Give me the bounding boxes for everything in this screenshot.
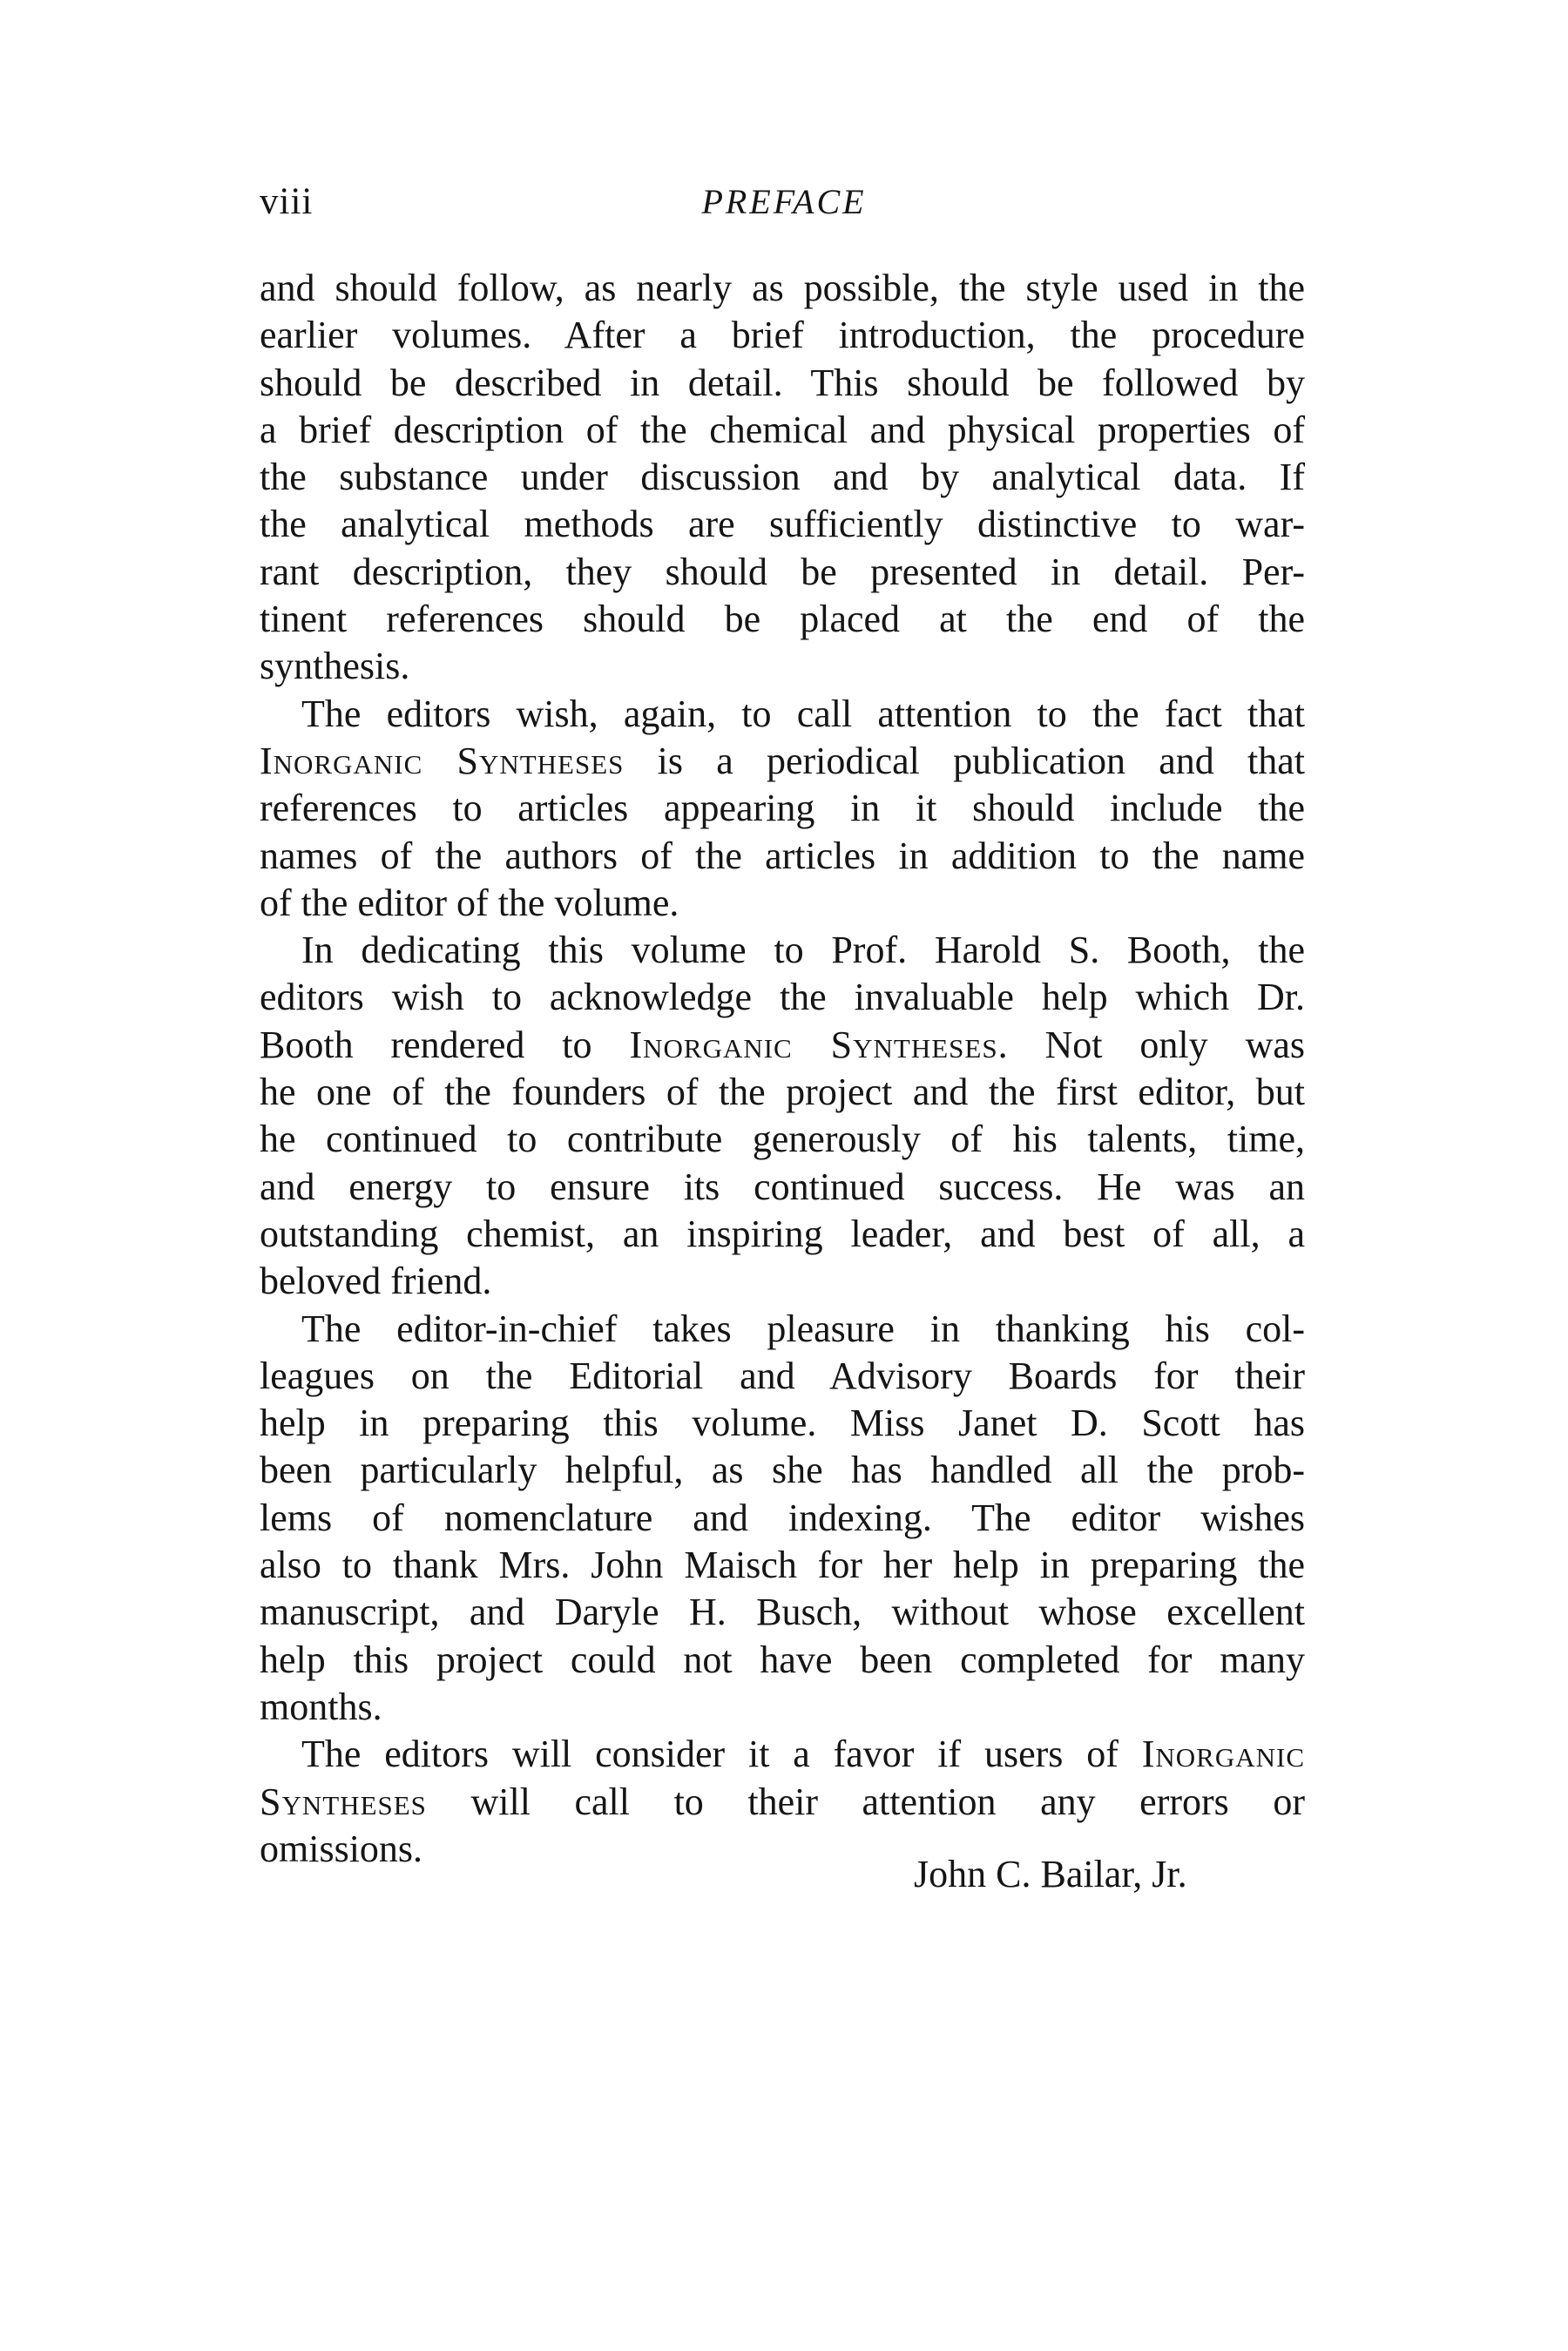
text-line: also to thank Mrs. John Maisch for her help in preparing the bbox=[260, 1544, 1305, 1587]
preface-body bbox=[260, 265, 1305, 1873]
text-line: editors wish to acknowledge the invaluable help which Dr. bbox=[260, 976, 1305, 1019]
text-line: rant description, they should be presented in detail. Per- bbox=[260, 550, 1305, 593]
text-line: references to articles appearing in it should include the bbox=[260, 787, 1305, 830]
publication-title: Inorganic Syntheses bbox=[260, 739, 625, 782]
text-line: the analytical methods are sufficiently distinctive to war- bbox=[260, 503, 1305, 546]
text-line: a brief description of the chemical and physical properties of bbox=[260, 408, 1305, 451]
text-line: leagues on the Editorial and Advisory Boards for their bbox=[260, 1354, 1305, 1397]
text-line: synthesis. bbox=[260, 645, 410, 688]
text-line: help this project could not have been completed for many bbox=[260, 1638, 1305, 1681]
text-fragment: is a periodical publication and that bbox=[624, 739, 1306, 782]
text-line: months. bbox=[260, 1685, 382, 1728]
text-line: In dedicating this volume to Prof. Harold S. Booth, the bbox=[301, 929, 1305, 972]
publication-title: Inorganic bbox=[1141, 1733, 1305, 1776]
publication-title: Syntheses bbox=[260, 1780, 427, 1823]
text-line: help in preparing this volume. Miss Janet D. Scott has bbox=[260, 1402, 1305, 1445]
text-line: manuscript, and Daryle H. Busch, without whose excellent bbox=[260, 1591, 1305, 1634]
publication-title: Inorganic Syntheses bbox=[629, 1023, 998, 1066]
text-line: and should follow, as nearly as possible, the style used in the bbox=[260, 267, 1305, 309]
page-number: viii bbox=[260, 181, 314, 222]
text-fragment: The editors will consider it a favor if users of bbox=[301, 1733, 1142, 1776]
running-head: PREFACE bbox=[701, 182, 867, 221]
text-line bbox=[260, 1779, 1305, 1826]
text-fragment: . Not only was bbox=[997, 1023, 1305, 1066]
text-fragment: Booth rendered to bbox=[260, 1023, 630, 1066]
text-line: outstanding chemist, an inspiring leader, and best of all, a bbox=[260, 1212, 1305, 1255]
text-line: names of the authors of the articles in addition to the name bbox=[260, 834, 1305, 877]
text-line bbox=[260, 738, 1305, 785]
text-fragment: will call to their attention any errors or bbox=[426, 1780, 1305, 1823]
text-line: and energy to ensure its continued success. He was an bbox=[260, 1165, 1305, 1208]
text-line bbox=[260, 1022, 1305, 1069]
text-line: beloved friend. bbox=[260, 1260, 492, 1303]
text-line: tinent references should be placed at the end of the bbox=[260, 598, 1305, 641]
text-line: earlier volumes. After a brief introduction, the procedure bbox=[260, 314, 1305, 357]
text-line: been particularly helpful, as she has handled all the prob- bbox=[260, 1449, 1305, 1492]
text-line: of the editor of the volume. bbox=[260, 881, 679, 924]
text-line: The editors wish, again, to call attention to the fact that bbox=[301, 692, 1305, 735]
text-line bbox=[260, 1731, 1305, 1778]
text-line: lems of nomenclature and indexing. The editor wishes bbox=[260, 1496, 1305, 1539]
text-line: omissions. bbox=[260, 1827, 423, 1870]
text-line: the substance under discussion and by analytical data. If bbox=[260, 456, 1305, 499]
text-line: should be described in detail. This should be followed by bbox=[260, 361, 1305, 404]
text-line: he one of the founders of the project and the first editor, but bbox=[260, 1071, 1305, 1114]
text-line: he continued to contribute generously of his talents, time, bbox=[260, 1118, 1305, 1161]
signature: John C. Bailar, Jr. bbox=[914, 1853, 1187, 1895]
text-line: The editor-in-chief takes pleasure in thanking his col- bbox=[301, 1307, 1305, 1350]
